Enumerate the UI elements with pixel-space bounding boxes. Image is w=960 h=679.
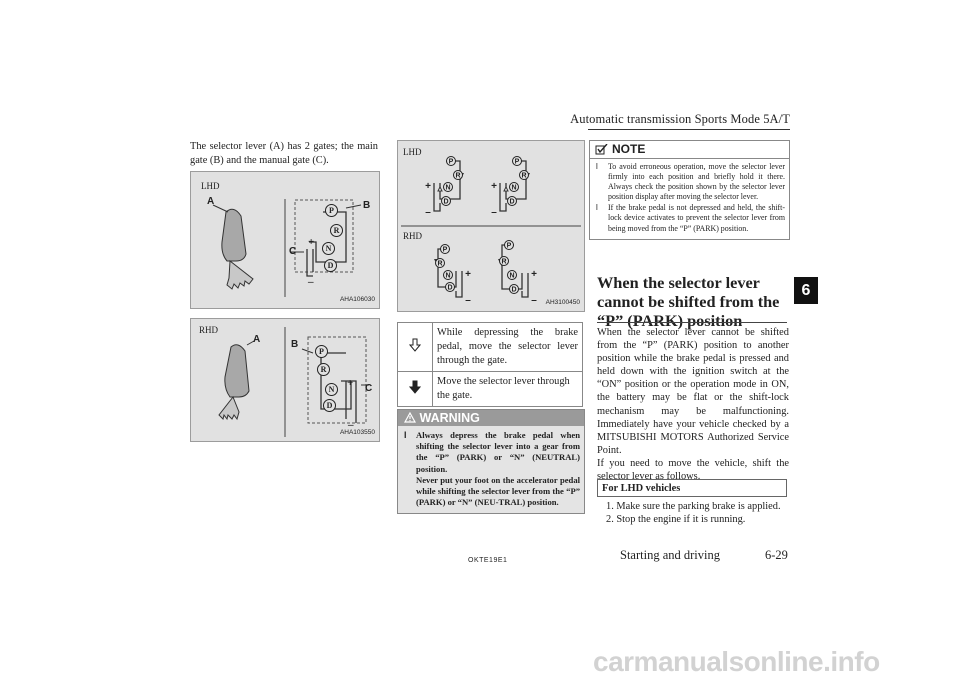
- svg-text:+: +: [425, 181, 431, 192]
- svg-text:P: P: [506, 242, 512, 250]
- note-title: NOTE: [612, 142, 646, 156]
- note-box: [589, 140, 790, 240]
- gate-r: R: [317, 363, 330, 376]
- shift-pattern-diagram: [398, 141, 584, 311]
- shift-pattern-figure: [397, 140, 585, 312]
- warning-box: [397, 409, 585, 514]
- icon-legend-table: [397, 322, 583, 407]
- callout-b: B: [363, 200, 371, 211]
- note-item: [596, 203, 785, 233]
- footer-code: OKTE19E1: [468, 557, 508, 564]
- svg-text:–: –: [465, 295, 471, 306]
- hollow-arrow-down-icon: [409, 338, 421, 352]
- legend-row: [398, 372, 583, 407]
- bullet-icon: l: [596, 203, 598, 213]
- section-heading: When the selector lever cannot be shifted from the “P” (PARK) position: [597, 273, 780, 330]
- note-item-text: To avoid erroneous operation, move the selector lever firmly into each position and briefly hold it there. Always check the position shown by the selector lever position display after moving the selector lever.: [608, 162, 785, 202]
- gate-minus: –: [308, 276, 314, 288]
- figure-code: AH3100450: [545, 299, 580, 306]
- subsection-heading: For LHD vehicles: [597, 479, 787, 497]
- svg-text:N: N: [445, 184, 451, 192]
- header-rule: [588, 129, 790, 130]
- svg-text:R: R: [501, 258, 507, 266]
- lhd1-p: P: [448, 158, 454, 166]
- callout-c: C: [365, 383, 373, 394]
- gate-p: P: [315, 345, 328, 358]
- page-number: 6-29: [765, 548, 788, 562]
- gate-r: R: [330, 224, 343, 237]
- note-item: [596, 162, 785, 202]
- warning-triangle-icon: [404, 412, 416, 423]
- intro-paragraph: The selector lever (A) has 2 gates; the main gate (B) and the manual gate (C).: [190, 141, 378, 166]
- running-header: Automatic transmission Sports Mode 5A/T: [570, 112, 790, 126]
- gate-d: D: [324, 259, 337, 272]
- svg-text:+: +: [491, 181, 497, 192]
- svg-text:R: R: [455, 172, 461, 180]
- gate-p: P: [325, 204, 338, 217]
- warning-body: [398, 426, 584, 513]
- legend-icon-cell: [398, 372, 433, 407]
- svg-text:+: +: [531, 269, 537, 280]
- svg-text:D: D: [511, 286, 517, 294]
- rhd-lever-figure: [190, 318, 380, 442]
- svg-text:P: P: [514, 158, 520, 166]
- svg-text:D: D: [447, 284, 453, 292]
- note-header: [590, 141, 789, 159]
- warning-text: Always depress the brake pedal when shifting the selector lever into a gear from the “P” (PARK) or “N” (NEUTRAL) position. Never put your foot on the accelerator pedal while shifting the selector lever from the “P” (PARK) or “N” (NEU-TRAL) position.: [416, 430, 580, 508]
- svg-text:D: D: [509, 198, 515, 206]
- section-body: When the selector lever cannot be shifted from the “P” (PARK) position to another position while the brake pedal is pressed and held down with the ignition switch at the “ON” position or the operation mode in ON, the battery may be flat or the shift-lock mechanism may be malfunctioning. Immediately have your vehicle checked by a MITSUBISHI MOTORS Authorized Service Point. If you need to move the vehicle, shift the selector lever as follows.: [597, 327, 789, 483]
- figure-label-lhd: LHD: [403, 147, 422, 157]
- svg-text:N: N: [511, 184, 517, 192]
- svg-text:–: –: [491, 207, 497, 218]
- svg-text:N: N: [509, 272, 515, 280]
- warning-title: WARNING: [419, 411, 480, 425]
- svg-text:P: P: [442, 246, 448, 254]
- svg-text:R: R: [521, 172, 527, 180]
- lhd-lever-diagram: [191, 172, 379, 308]
- gate-minus: –: [348, 419, 354, 431]
- figure-code: AHA103550: [339, 429, 375, 436]
- callout-a: A: [207, 196, 215, 207]
- gate-n: N: [322, 242, 335, 255]
- figure-code: AHA106030: [339, 296, 375, 303]
- svg-text:–: –: [531, 295, 537, 306]
- callout-a: A: [253, 334, 261, 345]
- warning-header: [398, 410, 584, 426]
- svg-text:–: –: [425, 207, 431, 218]
- figure-label: RHD: [199, 325, 219, 335]
- gate-plus: +: [347, 377, 354, 389]
- chapter-tab[interactable]: 6: [794, 277, 818, 304]
- bullet-icon: l: [596, 162, 598, 171]
- step-item: 1. Make sure the parking brake is applied.: [606, 501, 781, 512]
- watermark: carmanualsonline.info: [593, 646, 880, 677]
- gate-d: D: [323, 399, 336, 412]
- footer-section: Starting and driving: [620, 548, 720, 562]
- svg-text:N: N: [445, 272, 451, 280]
- note-body: [590, 159, 789, 239]
- svg-text:R: R: [437, 260, 443, 268]
- legend-text: While depressing the brake pedal, move the selector lever through the gate.: [433, 323, 583, 372]
- figure-label: LHD: [201, 181, 220, 191]
- legend-text: Move the selector lever through the gate.: [433, 372, 583, 407]
- section-rule: [597, 322, 787, 323]
- callout-b: B: [291, 339, 299, 350]
- note-item-text: If the brake pedal is not depressed and held, the shift-lock device activates to prevent the selector lever from being moved from the “P” (PARK) position.: [608, 203, 785, 233]
- callout-c: C: [289, 246, 297, 257]
- step-item: 2. Stop the engine if it is running.: [606, 513, 746, 525]
- gate-n: N: [325, 383, 338, 396]
- solid-arrow-down-icon: [409, 380, 421, 394]
- legend-row: [398, 323, 583, 372]
- lhd-lever-figure: [190, 171, 380, 309]
- steps-list: [606, 501, 788, 526]
- svg-text:+: +: [465, 269, 471, 280]
- svg-text:D: D: [443, 198, 449, 206]
- note-check-icon: [595, 144, 608, 155]
- gate-plus: +: [308, 236, 315, 248]
- bullet-icon: l: [404, 430, 407, 440]
- figure-label-rhd: RHD: [403, 231, 423, 241]
- legend-icon-cell: [398, 323, 433, 372]
